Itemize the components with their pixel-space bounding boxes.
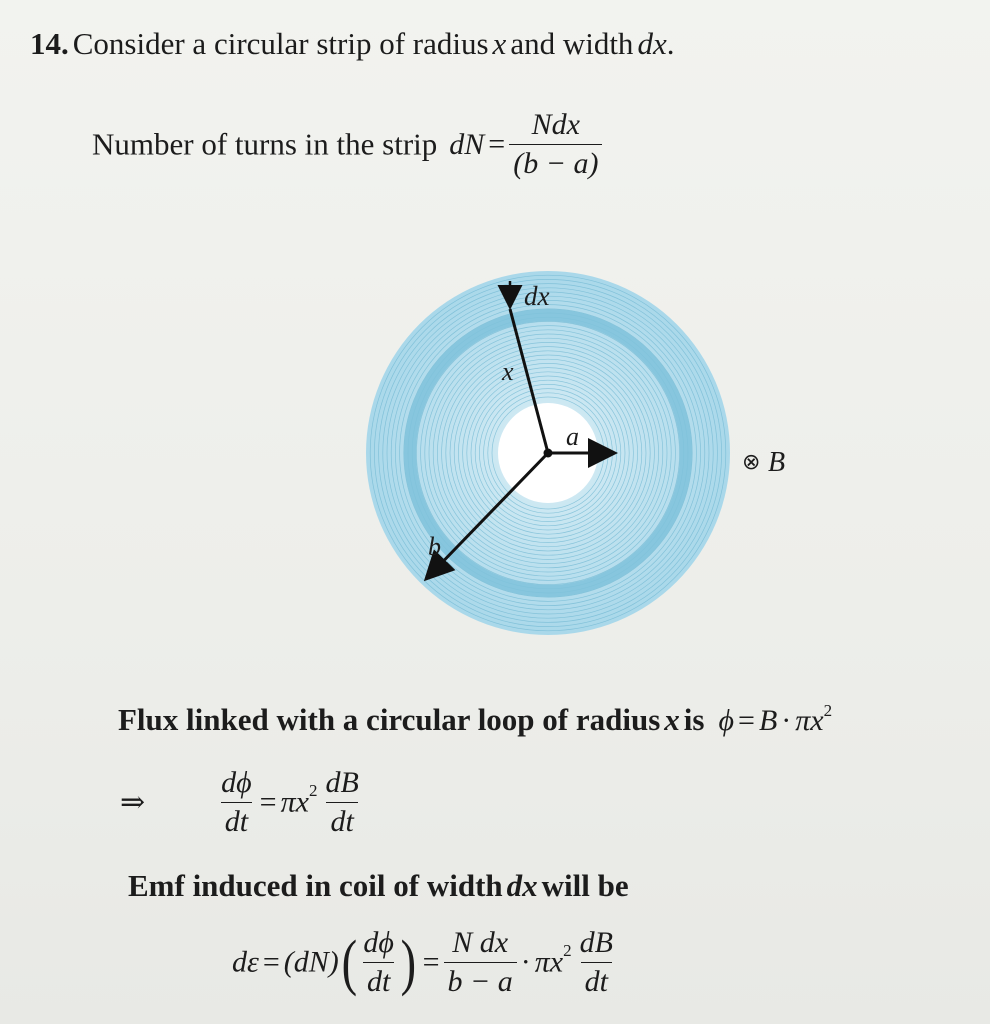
flux-eq: =	[738, 704, 755, 737]
derivative-eq: =	[259, 785, 277, 819]
coil-diagram	[340, 255, 810, 655]
flux-var: x	[664, 702, 680, 737]
turns-denominator: (b − a)	[509, 144, 602, 181]
flux-dot: ·	[781, 704, 792, 737]
emf-lhs: dε	[232, 945, 259, 979]
derivative-line	[120, 766, 363, 839]
emf-x: x	[549, 945, 564, 979]
flux-is: is	[683, 702, 705, 737]
dB-den: dt	[326, 802, 357, 839]
emf-dphi-fraction	[359, 926, 398, 999]
field-into-page-icon: ⊗	[742, 450, 761, 475]
turns-lhs: dN	[449, 127, 485, 161]
emf-var: dx	[506, 868, 538, 903]
derivative-pi: π	[280, 785, 296, 819]
emf-ndx-den: b − a	[444, 962, 517, 999]
question-number: 14.	[30, 26, 69, 61]
question-line	[30, 26, 674, 62]
flux-exp: 2	[823, 701, 833, 720]
center-dot	[544, 449, 553, 458]
emf-eq1: =	[262, 945, 280, 979]
flux-line	[118, 702, 832, 738]
flux-pi: π	[795, 704, 811, 737]
right-paren: )	[400, 928, 417, 997]
flux-B: B	[758, 704, 778, 737]
emf-dot: ·	[520, 945, 531, 979]
emf-dN: (dN)	[283, 945, 339, 979]
derivative-x: x	[295, 785, 309, 819]
turns-fraction	[509, 108, 602, 181]
emf-dphi-num: dϕ	[363, 926, 394, 959]
emf-dB-num: dB	[579, 926, 613, 959]
emf-text: Emf induced in coil of width	[128, 868, 503, 903]
question-var-dx: dx	[637, 26, 667, 61]
emf-tail: will be	[541, 868, 629, 903]
label-x: x	[502, 357, 514, 386]
flux-x: x	[810, 704, 824, 737]
emf-dphi-den: dt	[363, 962, 394, 999]
turns-eq: =	[488, 127, 506, 161]
turns-label: Number of turns in the strip	[92, 126, 438, 162]
dB-num: dB	[325, 766, 359, 799]
label-field-B: B	[768, 447, 786, 478]
question-period: .	[666, 26, 675, 61]
derivative-exp: 2	[308, 781, 318, 801]
emf-dB-den: dt	[581, 962, 612, 999]
emf-exp: 2	[563, 941, 572, 961]
label-b: b	[428, 532, 441, 561]
question-text: Consider a circular strip of radius	[72, 26, 489, 61]
label-a: a	[566, 422, 579, 451]
emf-eq2: =	[422, 945, 440, 979]
turns-numerator: Ndx	[531, 108, 580, 141]
question-var-x: x	[492, 26, 507, 61]
label-dx: dx	[524, 281, 550, 311]
flux-text: Flux linked with a circular loop of radius	[118, 702, 661, 737]
emf-ndx-fraction	[444, 926, 517, 999]
implies-symbol: ⇒	[120, 786, 146, 819]
dphi-num: dϕ	[221, 766, 252, 799]
emf-ndx-num: N dx	[452, 926, 509, 959]
dphi-den: dt	[221, 802, 252, 839]
dB-dt-fraction	[321, 766, 362, 839]
emf-pi: π	[534, 945, 550, 979]
emf-equation	[232, 926, 617, 999]
emf-dB-fraction	[576, 926, 617, 999]
emf-line	[128, 868, 629, 904]
dphi-dt-fraction	[217, 766, 256, 839]
flux-phi: ϕ	[718, 704, 735, 737]
question-and-width: and width	[510, 26, 634, 61]
turns-line	[92, 108, 602, 181]
left-paren: (	[341, 928, 357, 997]
